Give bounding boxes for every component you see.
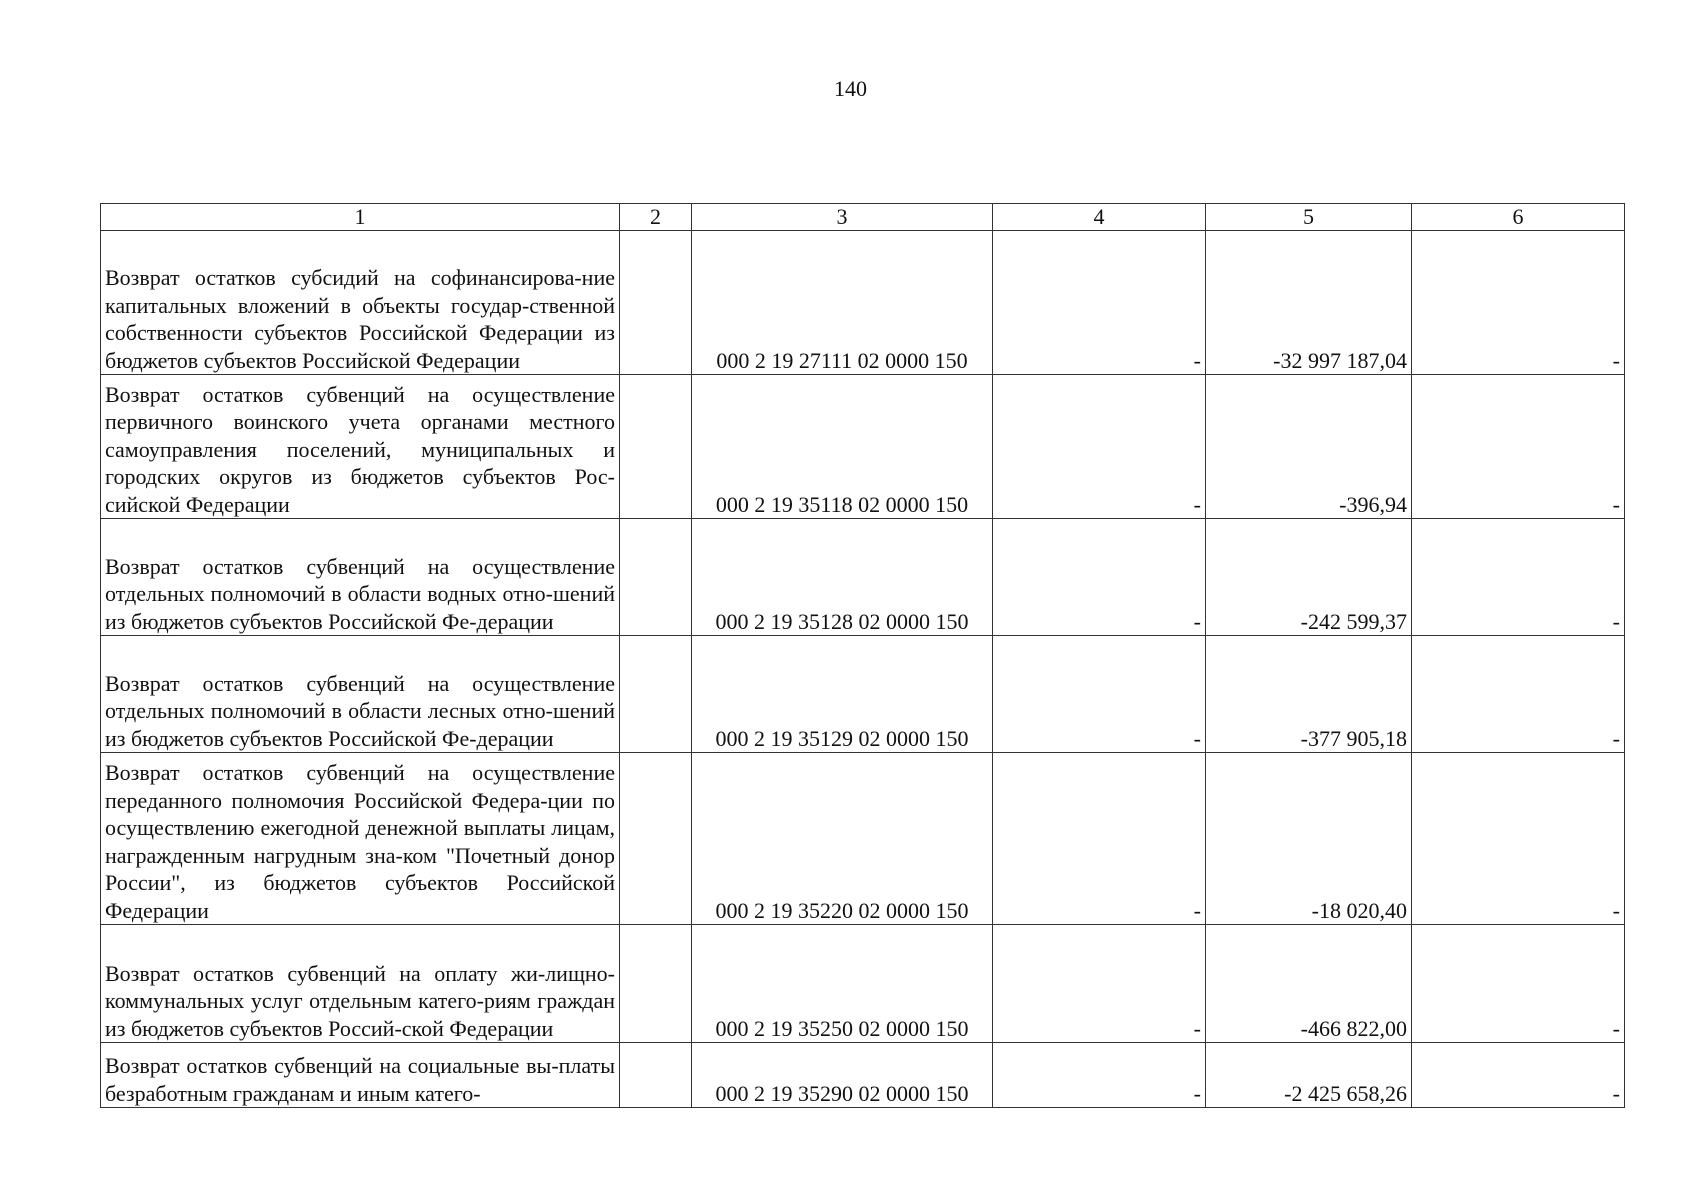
row-code: 000 2 19 35250 02 0000 150 [692, 925, 993, 1043]
row-code: 000 2 19 35128 02 0000 150 [692, 519, 993, 636]
row-code: 000 2 19 27111 02 0000 150 [692, 231, 993, 375]
row-col6: - [1412, 636, 1625, 753]
row-amount: -242 599,37 [1206, 519, 1412, 636]
row-col2 [620, 925, 692, 1043]
row-col4: - [993, 375, 1206, 519]
column-number-row [101, 204, 1625, 231]
row-amount: -396,94 [1206, 375, 1412, 519]
row-col2 [620, 753, 692, 925]
table-row [101, 925, 1625, 1043]
row-col6: - [1412, 925, 1625, 1043]
row-amount: -377 905,18 [1206, 636, 1412, 753]
row-col2 [620, 375, 692, 519]
budget-table [100, 203, 1625, 1108]
row-description: Возврат остатков субвенций на осуществление отдельных полномочий в области лесных отно-шений из бюджетов субъектов Российской Фе-дерации [101, 636, 620, 753]
table-row [101, 519, 1625, 636]
column-header: 2 [620, 204, 692, 231]
table-row [101, 636, 1625, 753]
row-col2 [620, 231, 692, 375]
row-amount: -466 822,00 [1206, 925, 1412, 1043]
row-col6: - [1412, 519, 1625, 636]
row-description: Возврат остатков субсидий на софинансирова-ние капитальных вложений в объекты государ-ственной собственности субъектов Российской Федерации из бюджетов субъектов Российской Федерации [101, 231, 620, 375]
row-col6: - [1412, 1043, 1625, 1108]
row-col6: - [1412, 753, 1625, 925]
row-description: Возврат остатков субвенций на осуществление первичного воинского учета органами местного самоуправления поселений, муниципальных и городских округов из бюджетов субъектов Рос-сийской Федерации [101, 375, 620, 519]
row-col2 [620, 519, 692, 636]
row-col6: - [1412, 375, 1625, 519]
row-col4: - [993, 519, 1206, 636]
column-header: 6 [1412, 204, 1625, 231]
table-row [101, 231, 1625, 375]
column-header: 3 [692, 204, 993, 231]
column-header: 1 [101, 204, 620, 231]
row-col4: - [993, 231, 1206, 375]
row-amount: -32 997 187,04 [1206, 231, 1412, 375]
row-description: Возврат остатков субвенций на осуществление переданного полномочия Российской Федера-ции по осуществлению ежегодной денежной выплаты лицам, награжденным нагрудным зна-ком "Почетный донор России", из бюджетов субъектов Российской Федерации [101, 753, 620, 925]
column-header: 4 [993, 204, 1206, 231]
row-description: Возврат остатков субвенций на оплату жи-лищно-коммунальных услуг отдельным катего-риям граждан из бюджетов субъектов Россий-ской Федерации [101, 925, 620, 1043]
row-amount: -18 020,40 [1206, 753, 1412, 925]
table-row [101, 1043, 1625, 1108]
page-number: 140 [834, 76, 867, 101]
row-col2 [620, 636, 692, 753]
row-code: 000 2 19 35290 02 0000 150 [692, 1043, 993, 1108]
table-row [101, 375, 1625, 519]
row-code: 000 2 19 35118 02 0000 150 [692, 375, 993, 519]
row-description: Возврат остатков субвенций на социальные вы-платы безработным гражданам и иным катего- [101, 1043, 620, 1108]
row-col4: - [993, 753, 1206, 925]
row-col4: - [993, 636, 1206, 753]
row-code: 000 2 19 35129 02 0000 150 [692, 636, 993, 753]
row-col2 [620, 1043, 692, 1108]
row-col6: - [1412, 231, 1625, 375]
row-amount: -2 425 658,26 [1206, 1043, 1412, 1108]
row-col4: - [993, 925, 1206, 1043]
column-header: 5 [1206, 204, 1412, 231]
row-code: 000 2 19 35220 02 0000 150 [692, 753, 993, 925]
row-description: Возврат остатков субвенций на осуществление отдельных полномочий в области водных отно-шений из бюджетов субъектов Российской Фе-дерации [101, 519, 620, 636]
row-col4: - [993, 1043, 1206, 1108]
table-row [101, 753, 1625, 925]
